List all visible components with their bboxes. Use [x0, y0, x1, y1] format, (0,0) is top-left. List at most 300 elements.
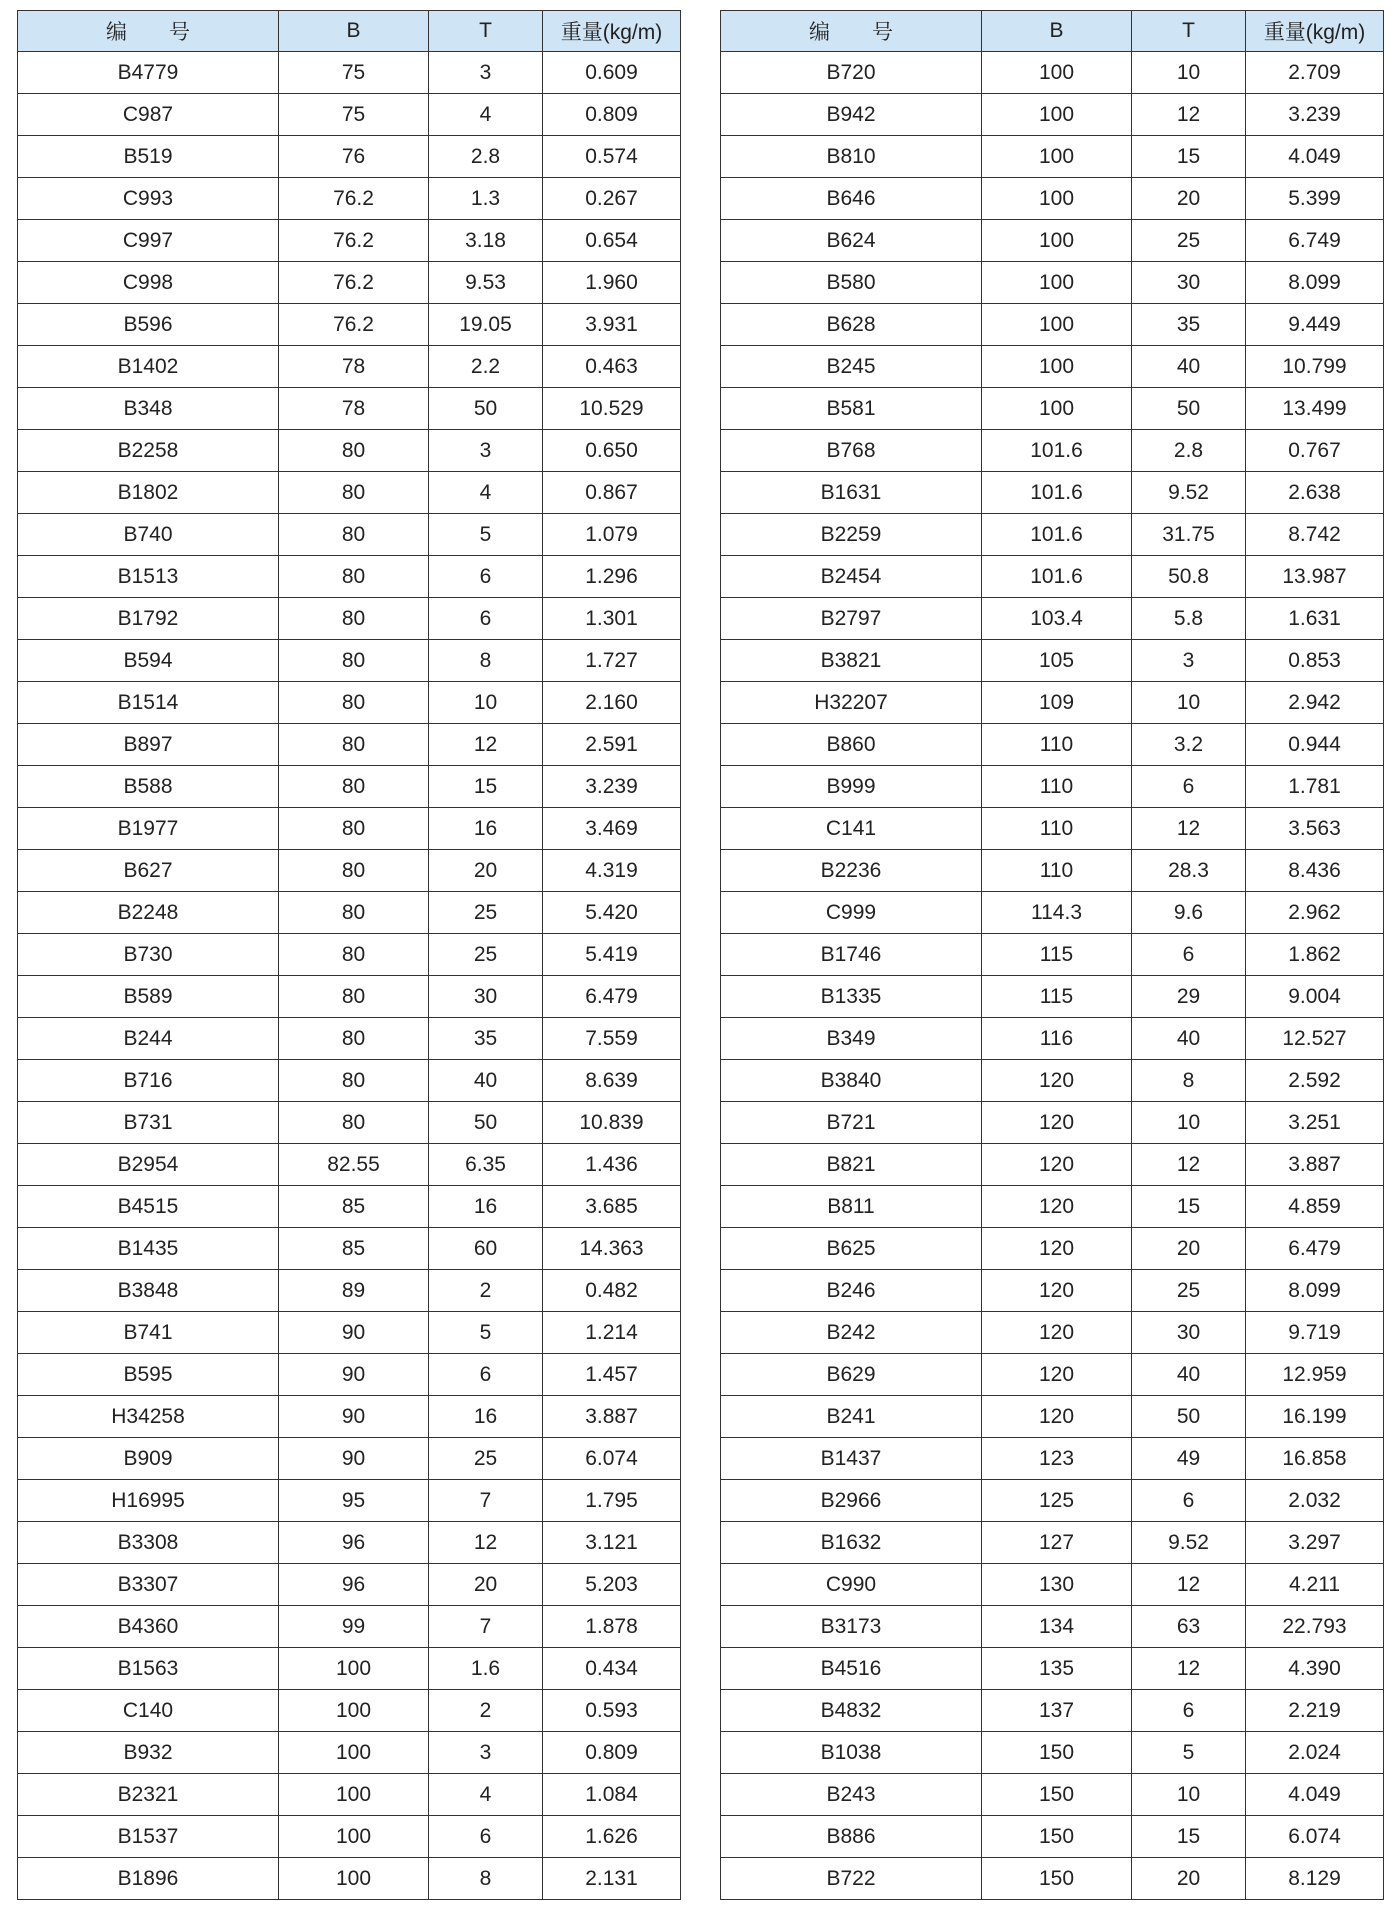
table-row [18, 724, 681, 766]
table-row [18, 1186, 681, 1228]
cell-weight: 9.719 [1246, 1312, 1384, 1354]
cell-t: 12 [429, 724, 543, 766]
cell-weight: 0.593 [543, 1690, 681, 1732]
cell-b: 96 [279, 1522, 429, 1564]
header-b: B [279, 11, 429, 52]
cell-t: 19.05 [429, 304, 543, 346]
cell-code: B722 [721, 1858, 982, 1900]
cell-weight: 0.944 [1246, 724, 1384, 766]
cell-t: 10 [1132, 52, 1246, 94]
cell-code: B886 [721, 1816, 982, 1858]
cell-weight: 3.887 [543, 1396, 681, 1438]
cell-weight: 3.887 [1246, 1144, 1384, 1186]
cell-b: 90 [279, 1396, 429, 1438]
cell-weight: 1.296 [543, 556, 681, 598]
cell-weight: 8.129 [1246, 1858, 1384, 1900]
cell-weight: 8.639 [543, 1060, 681, 1102]
table-row [18, 1102, 681, 1144]
cell-weight: 0.767 [1246, 430, 1384, 472]
cell-b: 120 [982, 1186, 1132, 1228]
table-row [18, 472, 681, 514]
cell-b: 80 [279, 1060, 429, 1102]
cell-b: 110 [982, 850, 1132, 892]
cell-weight: 1.960 [543, 262, 681, 304]
cell-t: 16 [429, 1186, 543, 1228]
cell-b: 80 [279, 514, 429, 556]
cell-weight: 0.434 [543, 1648, 681, 1690]
cell-t: 20 [1132, 1228, 1246, 1270]
cell-t: 30 [1132, 1312, 1246, 1354]
cell-t: 2.2 [429, 346, 543, 388]
cell-weight: 4.859 [1246, 1186, 1384, 1228]
cell-b: 100 [982, 52, 1132, 94]
cell-t: 29 [1132, 976, 1246, 1018]
table-row [721, 52, 1384, 94]
cell-t: 10 [1132, 682, 1246, 724]
cell-b: 76.2 [279, 178, 429, 220]
cell-b: 103.4 [982, 598, 1132, 640]
cell-b: 80 [279, 976, 429, 1018]
table-row [721, 1018, 1384, 1060]
cell-b: 80 [279, 892, 429, 934]
cell-code: B810 [721, 136, 982, 178]
cell-code: B2454 [721, 556, 982, 598]
header-t: T [1132, 11, 1246, 52]
cell-b: 130 [982, 1564, 1132, 1606]
cell-weight: 9.449 [1246, 304, 1384, 346]
cell-code: B1746 [721, 934, 982, 976]
cell-t: 40 [1132, 1018, 1246, 1060]
table-row [18, 178, 681, 220]
cell-code: B1513 [18, 556, 279, 598]
cell-b: 76.2 [279, 220, 429, 262]
cell-b: 110 [982, 808, 1132, 850]
cell-t: 12 [1132, 808, 1246, 850]
cell-t: 25 [429, 934, 543, 976]
cell-weight: 0.809 [543, 1732, 681, 1774]
cell-weight: 16.858 [1246, 1438, 1384, 1480]
spec-table-right [720, 10, 1384, 1900]
table-row [721, 1396, 1384, 1438]
cell-b: 135 [982, 1648, 1132, 1690]
cell-code: B627 [18, 850, 279, 892]
table-row [721, 1816, 1384, 1858]
cell-t: 40 [429, 1060, 543, 1102]
cell-weight: 10.799 [1246, 346, 1384, 388]
cell-weight: 4.211 [1246, 1564, 1384, 1606]
cell-weight: 6.074 [1246, 1816, 1384, 1858]
table-row [721, 1228, 1384, 1270]
cell-code: B740 [18, 514, 279, 556]
cell-code: B821 [721, 1144, 982, 1186]
cell-weight: 3.297 [1246, 1522, 1384, 1564]
cell-weight: 5.419 [543, 934, 681, 976]
cell-code: B2321 [18, 1774, 279, 1816]
cell-b: 76.2 [279, 262, 429, 304]
cell-b: 80 [279, 1018, 429, 1060]
cell-t: 40 [1132, 1354, 1246, 1396]
cell-weight: 1.795 [543, 1480, 681, 1522]
table-row [721, 598, 1384, 640]
cell-b: 100 [982, 178, 1132, 220]
cell-b: 80 [279, 808, 429, 850]
cell-code: B519 [18, 136, 279, 178]
cell-code: B1537 [18, 1816, 279, 1858]
cell-b: 120 [982, 1312, 1132, 1354]
cell-code: B1437 [721, 1438, 982, 1480]
table-row [18, 430, 681, 472]
cell-b: 120 [982, 1060, 1132, 1102]
cell-b: 150 [982, 1732, 1132, 1774]
cell-b: 99 [279, 1606, 429, 1648]
cell-code: C999 [721, 892, 982, 934]
cell-code: B4515 [18, 1186, 279, 1228]
table-row [721, 1312, 1384, 1354]
cell-code: B2954 [18, 1144, 279, 1186]
cell-code: C997 [18, 220, 279, 262]
cell-code: B909 [18, 1438, 279, 1480]
cell-weight: 12.959 [1246, 1354, 1384, 1396]
cell-weight: 8.099 [1246, 1270, 1384, 1312]
cell-b: 76 [279, 136, 429, 178]
cell-code: B581 [721, 388, 982, 430]
cell-weight: 13.499 [1246, 388, 1384, 430]
cell-weight: 6.749 [1246, 220, 1384, 262]
table-row [18, 808, 681, 850]
cell-weight: 0.853 [1246, 640, 1384, 682]
cell-weight: 6.479 [543, 976, 681, 1018]
table-row [18, 1312, 681, 1354]
cell-t: 6 [429, 1354, 543, 1396]
cell-b: 100 [982, 136, 1132, 178]
cell-b: 80 [279, 724, 429, 766]
table-row [18, 556, 681, 598]
cell-weight: 5.420 [543, 892, 681, 934]
cell-weight: 8.436 [1246, 850, 1384, 892]
cell-code: B580 [721, 262, 982, 304]
cell-code: B3173 [721, 1606, 982, 1648]
header-code: 编 号 [18, 11, 279, 52]
table-row [721, 178, 1384, 220]
cell-weight: 10.839 [543, 1102, 681, 1144]
cell-code: B2258 [18, 430, 279, 472]
cell-b: 80 [279, 766, 429, 808]
cell-b: 85 [279, 1186, 429, 1228]
table-row [721, 1648, 1384, 1690]
table-row [18, 1354, 681, 1396]
header-row [721, 11, 1384, 52]
cell-code: B942 [721, 94, 982, 136]
cell-t: 4 [429, 1774, 543, 1816]
cell-b: 75 [279, 94, 429, 136]
cell-code: B811 [721, 1186, 982, 1228]
cell-b: 120 [982, 1102, 1132, 1144]
cell-b: 101.6 [982, 514, 1132, 556]
cell-b: 80 [279, 598, 429, 640]
cell-b: 80 [279, 430, 429, 472]
spec-table-left [17, 10, 681, 1900]
cell-code: B595 [18, 1354, 279, 1396]
table-row [721, 892, 1384, 934]
table-row [721, 640, 1384, 682]
cell-t: 2.8 [1132, 430, 1246, 472]
cell-weight: 4.049 [1246, 136, 1384, 178]
cell-weight: 1.436 [543, 1144, 681, 1186]
cell-weight: 2.024 [1246, 1732, 1384, 1774]
table-row [721, 976, 1384, 1018]
cell-t: 28.3 [1132, 850, 1246, 892]
cell-b: 90 [279, 1438, 429, 1480]
cell-weight: 3.239 [543, 766, 681, 808]
cell-weight: 5.399 [1246, 178, 1384, 220]
cell-t: 20 [429, 850, 543, 892]
header-code: 编 号 [721, 11, 982, 52]
cell-b: 100 [279, 1774, 429, 1816]
cell-code: C993 [18, 178, 279, 220]
cell-t: 6 [429, 556, 543, 598]
cell-weight: 6.479 [1246, 1228, 1384, 1270]
cell-t: 20 [1132, 178, 1246, 220]
cell-weight: 3.563 [1246, 808, 1384, 850]
cell-b: 114.3 [982, 892, 1132, 934]
cell-weight: 4.049 [1246, 1774, 1384, 1816]
table-row [721, 1564, 1384, 1606]
cell-b: 116 [982, 1018, 1132, 1060]
cell-weight: 5.203 [543, 1564, 681, 1606]
cell-b: 120 [982, 1144, 1132, 1186]
cell-weight: 8.742 [1246, 514, 1384, 556]
cell-weight: 3.685 [543, 1186, 681, 1228]
cell-weight: 3.251 [1246, 1102, 1384, 1144]
cell-t: 9.52 [1132, 1522, 1246, 1564]
cell-weight: 0.267 [543, 178, 681, 220]
cell-t: 8 [429, 640, 543, 682]
cell-weight: 10.529 [543, 388, 681, 430]
cell-weight: 0.609 [543, 52, 681, 94]
cell-weight: 1.626 [543, 1816, 681, 1858]
cell-b: 120 [982, 1396, 1132, 1438]
table-row [721, 1606, 1384, 1648]
cell-code: B628 [721, 304, 982, 346]
table-row [721, 1480, 1384, 1522]
table-row [721, 1438, 1384, 1480]
cell-weight: 1.214 [543, 1312, 681, 1354]
cell-code: B2259 [721, 514, 982, 556]
table-row [18, 1648, 681, 1690]
cell-b: 109 [982, 682, 1132, 724]
cell-b: 80 [279, 1102, 429, 1144]
cell-t: 6 [1132, 1480, 1246, 1522]
table-row [18, 1438, 681, 1480]
cell-b: 80 [279, 472, 429, 514]
cell-b: 82.55 [279, 1144, 429, 1186]
cell-t: 8 [1132, 1060, 1246, 1102]
cell-weight: 2.592 [1246, 1060, 1384, 1102]
cell-code: B1514 [18, 682, 279, 724]
cell-t: 50 [1132, 1396, 1246, 1438]
table-row [721, 262, 1384, 304]
cell-b: 123 [982, 1438, 1132, 1480]
cell-code: B629 [721, 1354, 982, 1396]
cell-t: 12 [1132, 1564, 1246, 1606]
table-row [18, 1480, 681, 1522]
cell-code: B721 [721, 1102, 982, 1144]
cell-t: 3 [429, 52, 543, 94]
cell-code: B242 [721, 1312, 982, 1354]
table-row [721, 1060, 1384, 1102]
cell-code: B625 [721, 1228, 982, 1270]
cell-t: 7 [429, 1606, 543, 1648]
cell-b: 127 [982, 1522, 1132, 1564]
cell-weight: 14.363 [543, 1228, 681, 1270]
cell-t: 6.35 [429, 1144, 543, 1186]
cell-code: B2248 [18, 892, 279, 934]
table-row [721, 220, 1384, 262]
cell-t: 5 [1132, 1732, 1246, 1774]
cell-t: 1.6 [429, 1648, 543, 1690]
cell-t: 63 [1132, 1606, 1246, 1648]
table-row [721, 1774, 1384, 1816]
cell-weight: 2.962 [1246, 892, 1384, 934]
cell-weight: 1.084 [543, 1774, 681, 1816]
header-row [18, 11, 681, 52]
cell-t: 4 [429, 94, 543, 136]
cell-weight: 2.638 [1246, 472, 1384, 514]
cell-b: 100 [982, 388, 1132, 430]
cell-code: B245 [721, 346, 982, 388]
cell-t: 16 [429, 808, 543, 850]
table-row [721, 808, 1384, 850]
table-row [721, 1186, 1384, 1228]
cell-code: B1896 [18, 1858, 279, 1900]
table-row [721, 94, 1384, 136]
cell-t: 35 [1132, 304, 1246, 346]
table-row [18, 976, 681, 1018]
cell-weight: 2.032 [1246, 1480, 1384, 1522]
table-row [18, 1564, 681, 1606]
cell-code: B1038 [721, 1732, 982, 1774]
cell-b: 105 [982, 640, 1132, 682]
cell-b: 80 [279, 934, 429, 976]
cell-b: 101.6 [982, 430, 1132, 472]
table-row [18, 682, 681, 724]
cell-code: B1402 [18, 346, 279, 388]
cell-t: 25 [429, 892, 543, 934]
cell-t: 6 [1132, 934, 1246, 976]
cell-t: 1.3 [429, 178, 543, 220]
cell-b: 120 [982, 1270, 1132, 1312]
table-body [18, 52, 681, 1900]
cell-weight: 13.987 [1246, 556, 1384, 598]
cell-t: 10 [1132, 1774, 1246, 1816]
cell-code: B2966 [721, 1480, 982, 1522]
cell-code: B1632 [721, 1522, 982, 1564]
table-row [721, 430, 1384, 472]
table-row [18, 1270, 681, 1312]
cell-code: B999 [721, 766, 982, 808]
cell-b: 80 [279, 640, 429, 682]
table-row [18, 1060, 681, 1102]
cell-code: B1802 [18, 472, 279, 514]
table-row [18, 1018, 681, 1060]
cell-weight: 2.131 [543, 1858, 681, 1900]
cell-t: 50 [429, 1102, 543, 1144]
cell-code: B731 [18, 1102, 279, 1144]
cell-b: 100 [982, 346, 1132, 388]
cell-code: B1563 [18, 1648, 279, 1690]
cell-t: 3 [429, 1732, 543, 1774]
cell-t: 3 [429, 430, 543, 472]
cell-code: B596 [18, 304, 279, 346]
cell-b: 96 [279, 1564, 429, 1606]
cell-code: B3840 [721, 1060, 982, 1102]
cell-b: 100 [279, 1816, 429, 1858]
table-row [721, 1690, 1384, 1732]
cell-code: H34258 [18, 1396, 279, 1438]
cell-code: B243 [721, 1774, 982, 1816]
table-row [18, 1690, 681, 1732]
cell-weight: 3.931 [543, 304, 681, 346]
table-row [18, 850, 681, 892]
cell-t: 3 [1132, 640, 1246, 682]
header-weight: 重量(kg/m) [543, 11, 681, 52]
table-row [18, 766, 681, 808]
cell-b: 100 [279, 1690, 429, 1732]
cell-code: B4779 [18, 52, 279, 94]
cell-t: 25 [429, 1438, 543, 1480]
table-row [18, 1144, 681, 1186]
cell-t: 3.18 [429, 220, 543, 262]
cell-code: H32207 [721, 682, 982, 724]
cell-code: C998 [18, 262, 279, 304]
cell-b: 90 [279, 1354, 429, 1396]
cell-weight: 1.457 [543, 1354, 681, 1396]
cell-b: 80 [279, 682, 429, 724]
cell-b: 150 [982, 1774, 1132, 1816]
table-row [721, 1732, 1384, 1774]
table-row [18, 346, 681, 388]
cell-t: 2.8 [429, 136, 543, 178]
cell-code: B646 [721, 178, 982, 220]
cell-code: B897 [18, 724, 279, 766]
table-row [721, 724, 1384, 766]
cell-b: 115 [982, 976, 1132, 1018]
cell-t: 12 [1132, 1144, 1246, 1186]
table-row [18, 892, 681, 934]
cell-b: 95 [279, 1480, 429, 1522]
cell-code: B588 [18, 766, 279, 808]
cell-t: 50.8 [1132, 556, 1246, 598]
cell-weight: 0.482 [543, 1270, 681, 1312]
cell-weight: 2.160 [543, 682, 681, 724]
table-row [721, 472, 1384, 514]
cell-code: B241 [721, 1396, 982, 1438]
cell-b: 85 [279, 1228, 429, 1270]
table-row [18, 388, 681, 430]
cell-b: 100 [279, 1858, 429, 1900]
cell-weight: 2.219 [1246, 1690, 1384, 1732]
cell-weight: 4.390 [1246, 1648, 1384, 1690]
cell-b: 100 [279, 1732, 429, 1774]
table-body [721, 52, 1384, 1900]
cell-weight: 22.793 [1246, 1606, 1384, 1648]
header-t: T [429, 11, 543, 52]
cell-b: 100 [982, 262, 1132, 304]
table-row [18, 1774, 681, 1816]
cell-weight: 16.199 [1246, 1396, 1384, 1438]
cell-t: 9.52 [1132, 472, 1246, 514]
cell-code: B720 [721, 52, 982, 94]
